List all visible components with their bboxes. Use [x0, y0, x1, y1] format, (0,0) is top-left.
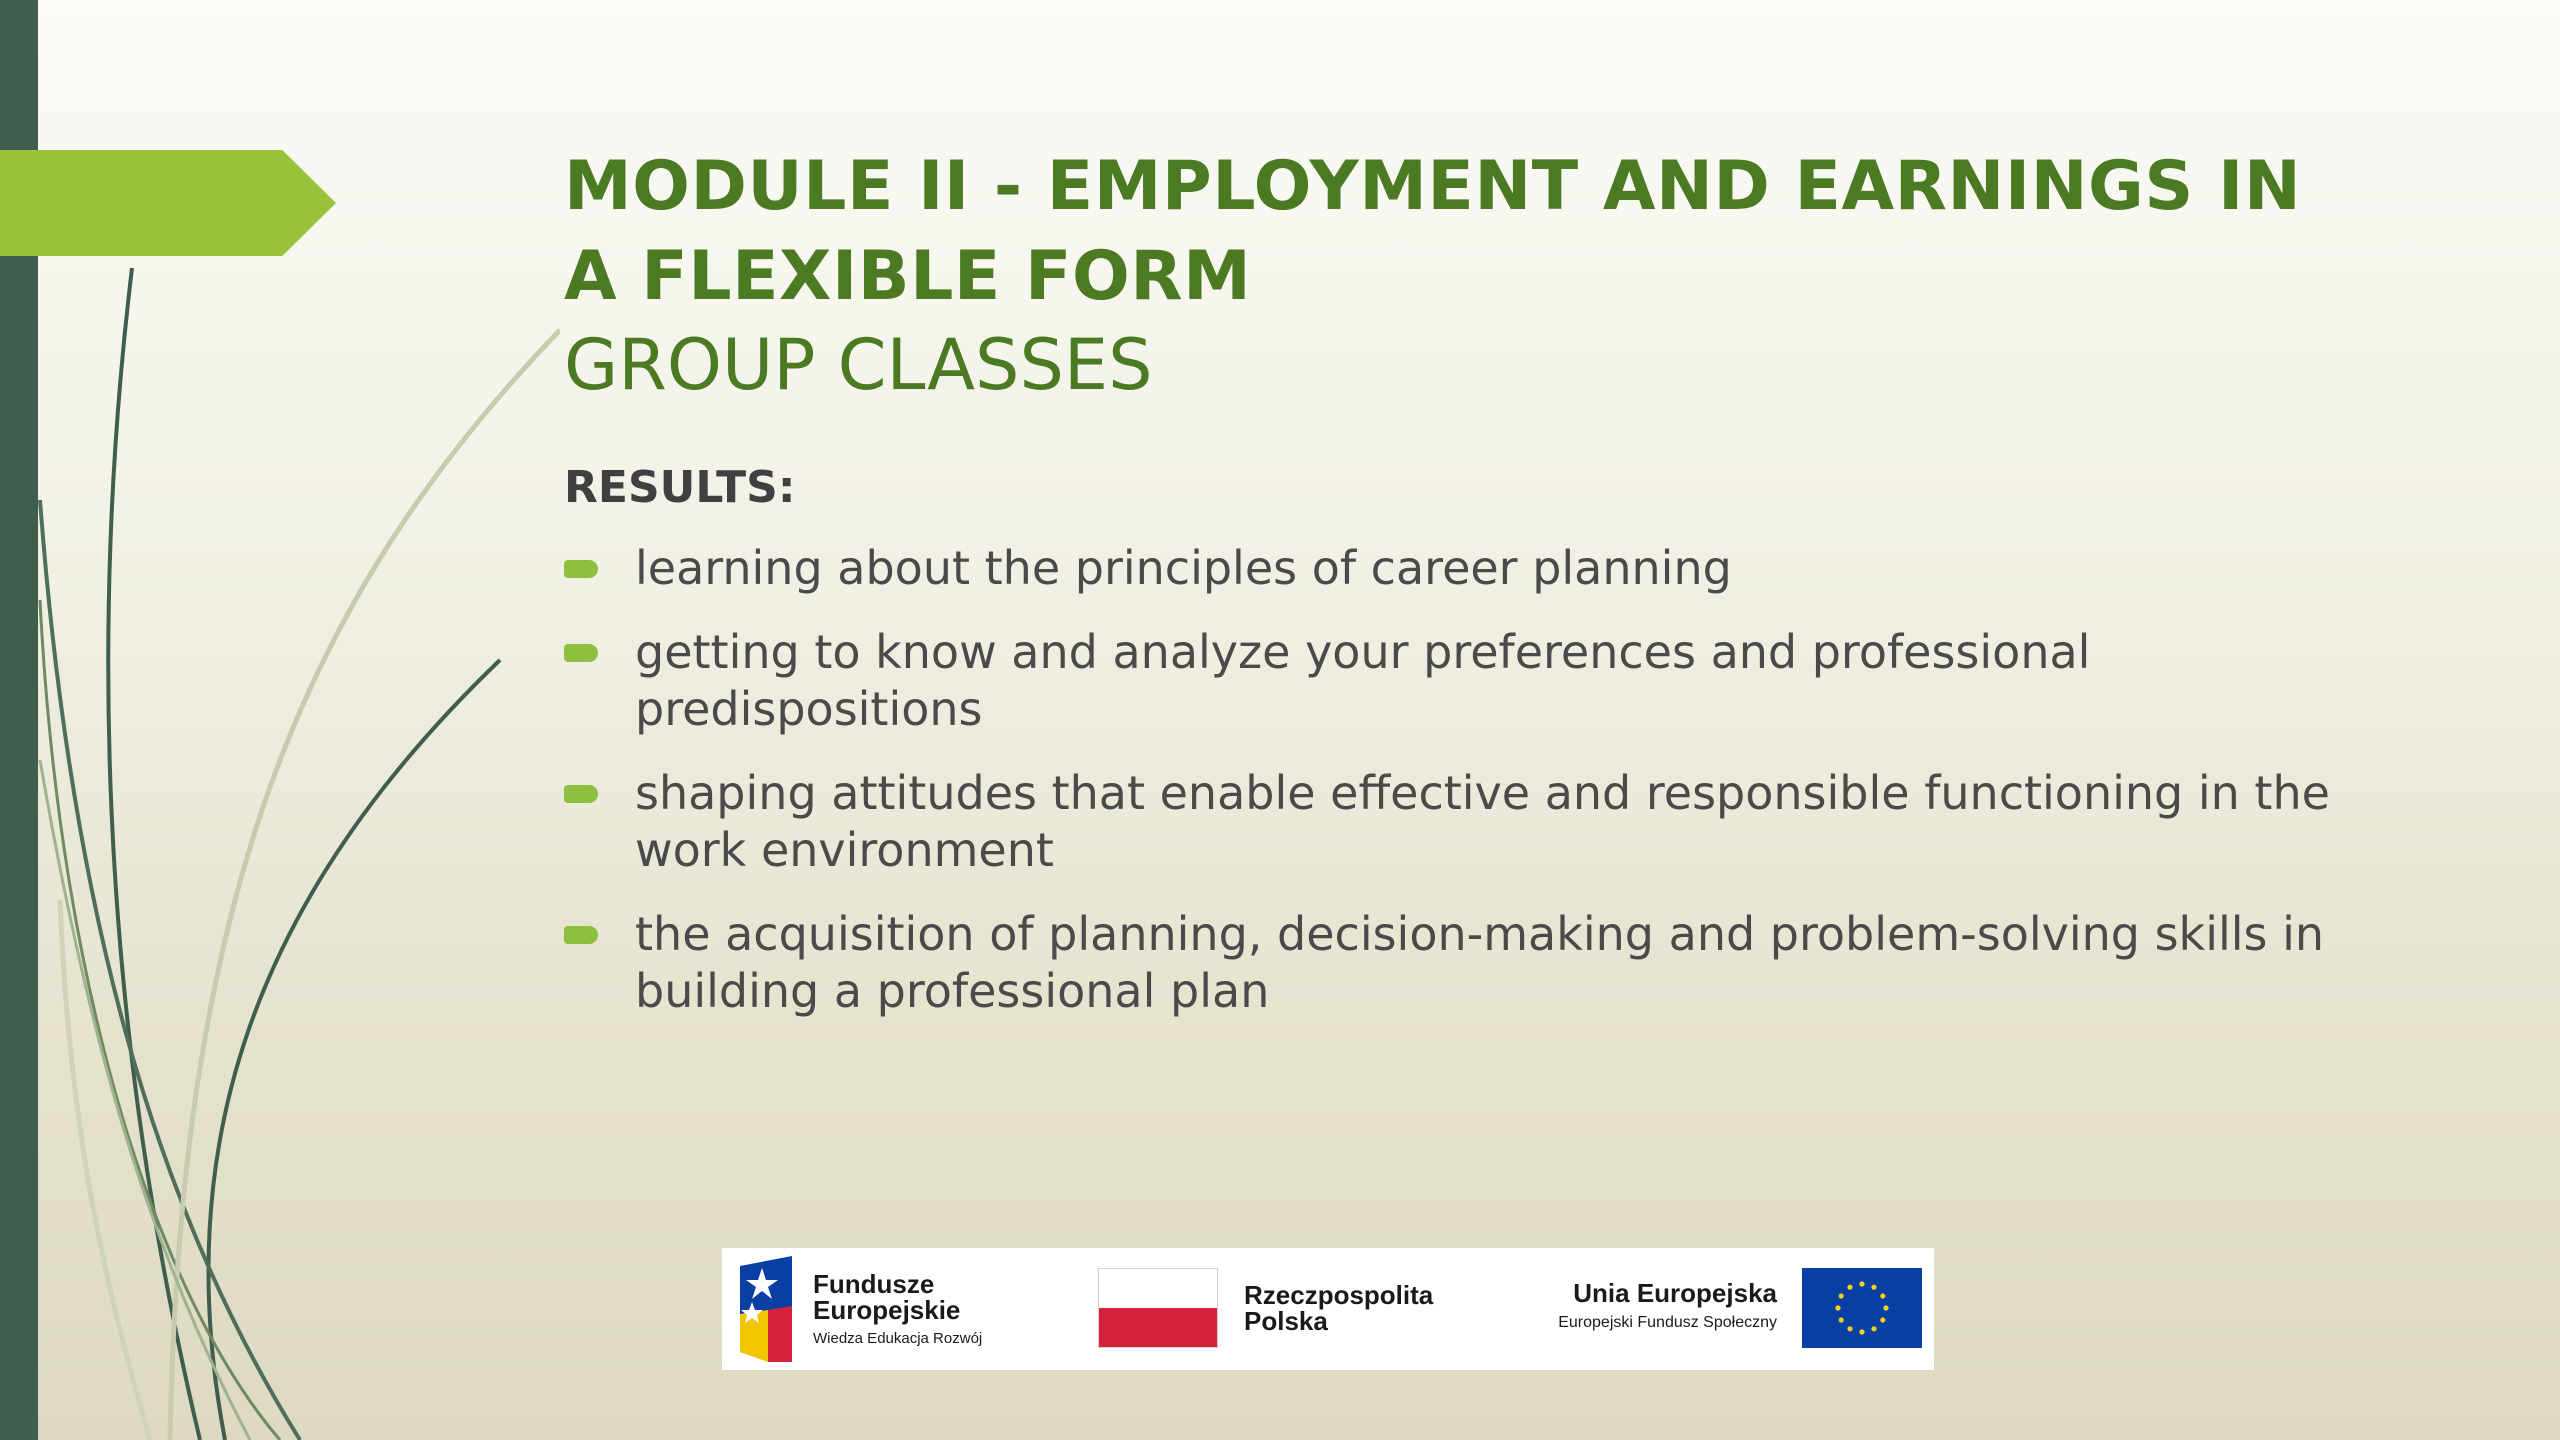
results-item-text: shaping attitudes that enable effective and responsible functioning in the work environment	[635, 766, 2330, 877]
bullet-arrow-icon	[564, 644, 598, 662]
bullet-arrow-icon	[564, 785, 598, 803]
fundusze-name-line2: Europejskie	[813, 1295, 961, 1325]
results-item	[564, 765, 2394, 879]
results-heading: RESULTS:	[564, 462, 796, 513]
poland-flag-icon	[1098, 1268, 1218, 1348]
eu-name: Unia Europejska	[1573, 1278, 1777, 1308]
funding-logo-strip	[722, 1248, 1934, 1370]
results-item	[564, 906, 2394, 1020]
poland-name-line1: Rzeczpospolita	[1244, 1280, 1434, 1310]
bullet-arrow-icon	[564, 926, 598, 944]
results-item-text: getting to know and analyze your preferences and professional predispositions	[635, 625, 2091, 736]
results-list	[564, 540, 2394, 1047]
eu-flag-icon	[1802, 1268, 1922, 1348]
results-item-text: learning about the principles of career planning	[635, 541, 1732, 595]
fundusze-europejskie-logo-icon	[732, 1254, 798, 1364]
poland-name-line2: Polska	[1244, 1306, 1328, 1336]
eu-fund-name: Europejski Fundusz Społeczny	[1558, 1314, 1777, 1331]
fundusze-name-line1: Fundusze	[813, 1269, 935, 1299]
results-item-text: the acquisition of planning, decision-making and problem-solving skills in building a professional plan	[635, 907, 2325, 1018]
slide-title: MODULE II - EMPLOYMENT AND EARNINGS IN A FLEXIBLE FORM	[564, 147, 2302, 316]
fundusze-tagline: Wiedza Edukacja Rozwój	[813, 1330, 983, 1347]
results-item	[564, 624, 2394, 738]
bullet-arrow-icon	[564, 560, 598, 578]
title-accent-arrow	[0, 150, 336, 256]
results-item	[564, 540, 2394, 597]
slide-subtitle: GROUP CLASSES	[564, 324, 1153, 406]
